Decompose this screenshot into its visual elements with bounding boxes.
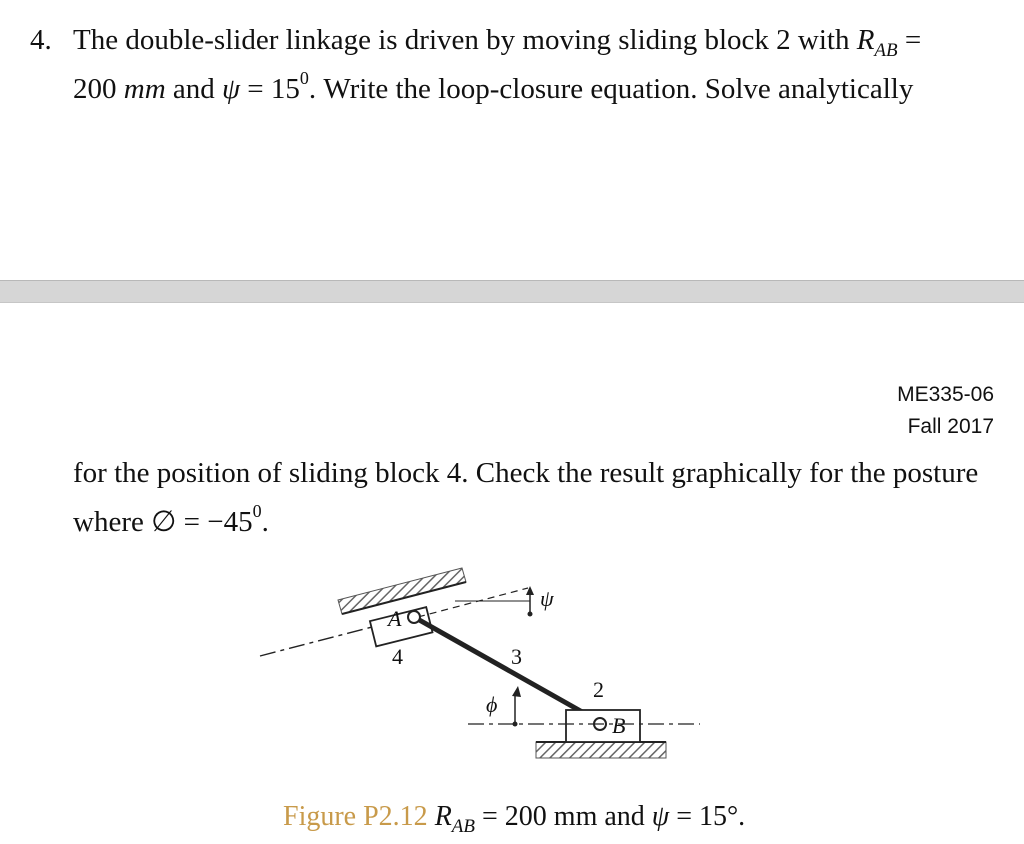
caption-label: Figure P2.12	[283, 801, 428, 832]
phi-condition: where ∅ = −45	[73, 506, 253, 538]
joint-a-label: A	[388, 606, 402, 631]
caption-psi: ψ	[651, 801, 670, 832]
reference-line-a	[418, 588, 528, 617]
period: .	[261, 506, 269, 538]
joint-b-label: B	[612, 713, 626, 738]
degree-superscript: 0	[252, 501, 262, 521]
caption-end: = 15°.	[669, 801, 746, 832]
figure-caption	[283, 800, 745, 844]
phi-marker	[512, 686, 521, 727]
r-symbol: R	[856, 24, 875, 56]
joint-a	[408, 611, 420, 623]
degree-superscript: 0	[299, 68, 309, 88]
problem-number: 4.	[30, 24, 52, 56]
slider-axis-left	[260, 627, 372, 656]
problem-text: The double-slider linkage is driven by moving sliding block 2 with	[73, 24, 857, 56]
block-2-label: 2	[593, 677, 604, 702]
phi-label: ϕ	[486, 692, 498, 717]
problem-line-3: for the position of sliding block 4. Check the result graphically for the posture	[73, 457, 979, 489]
problem-line-2	[73, 60, 913, 107]
linkage-figure	[250, 558, 700, 778]
link-3-label: 3	[511, 644, 522, 669]
course-code: ME335-06	[897, 383, 994, 406]
course-term: Fall 2017	[907, 415, 994, 438]
page-divider	[0, 280, 1024, 303]
caption-text: = 200 mm and	[475, 801, 652, 832]
conjunction: and	[165, 73, 223, 105]
psi-symbol: ψ	[222, 73, 241, 105]
caption-r-symbol: R	[434, 801, 452, 832]
link-3	[414, 617, 600, 722]
top-ground	[338, 568, 466, 614]
r-unit: mm	[123, 73, 166, 105]
r-subscript: AB	[874, 40, 898, 61]
psi-label: ψ	[540, 586, 554, 611]
problem-text: . Write the loop-closure equation. Solve analytically	[308, 73, 914, 105]
problem-line-4	[73, 493, 269, 540]
bottom-ground	[536, 742, 666, 758]
caption-r-subscript: AB	[451, 816, 476, 837]
r-value: 200	[73, 73, 124, 105]
block-4-label: 4	[392, 644, 403, 669]
equals-sign: =	[897, 24, 922, 56]
psi-value: = 15	[240, 73, 300, 105]
